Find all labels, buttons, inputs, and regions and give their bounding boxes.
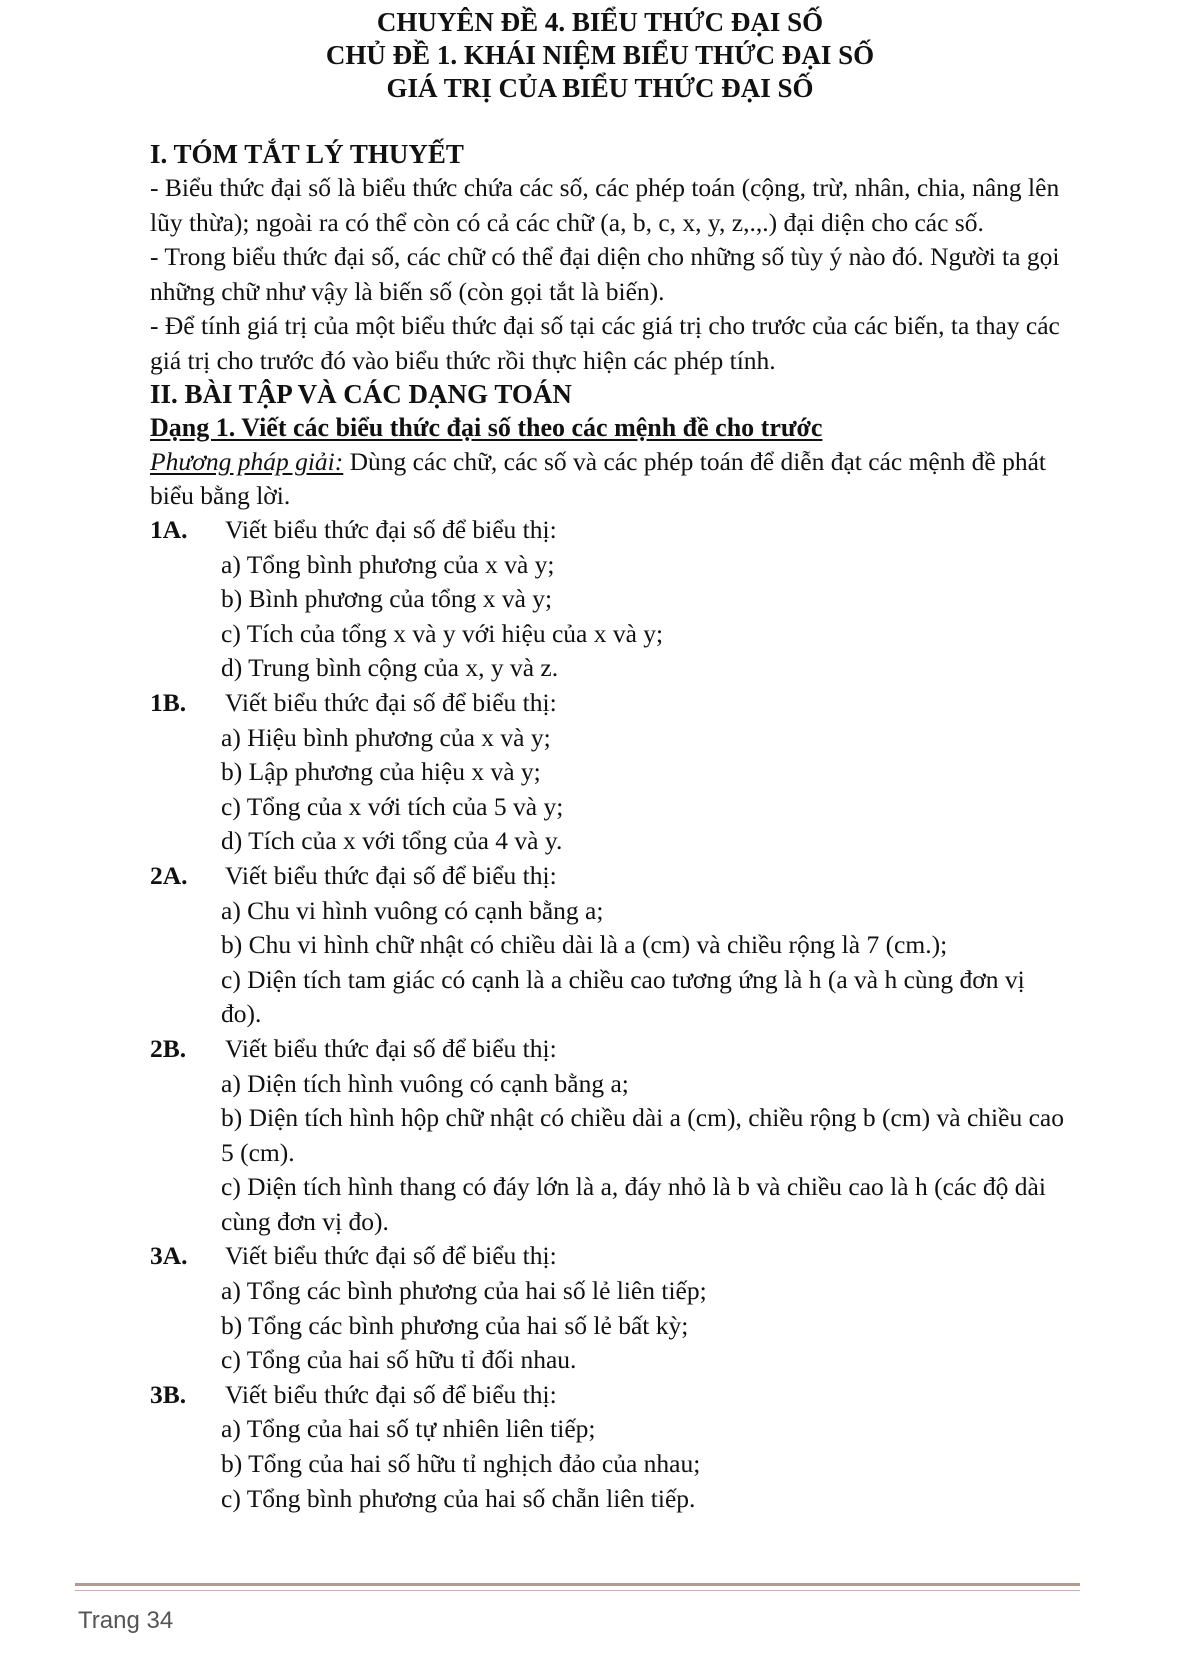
problem-number: 2A.	[150, 860, 188, 890]
problem-item: c) Tổng bình phương của hai số chẵn liên tiếp.	[221, 1483, 696, 1513]
dang-1-heading: Dạng 1. Viết các biểu thức đại số theo các mệnh đề cho trước	[150, 413, 823, 442]
method-paragraph	[150, 445, 1070, 513]
problem-number: 3B.	[150, 1379, 187, 1409]
problem-item: c) Diện tích tam giác có cạnh là a chiều cao tương ứng là h (a và h cùng đơn vị đo).	[221, 964, 1025, 1029]
problem-items	[150, 1067, 1070, 1240]
footer-divider	[75, 1583, 1080, 1586]
problem-item: b) Bình phương của tổng x và y;	[221, 584, 553, 614]
problem-prompt: Viết biểu thức đại số để biểu thị:	[225, 515, 557, 544]
problem-item: a) Tổng của hai số tự nhiên liên tiếp;	[221, 1414, 596, 1444]
problem-prompt: Viết biểu thức đại số để biểu thị:	[225, 687, 557, 717]
problem-item: a) Hiệu bình phương của x và y;	[221, 722, 551, 752]
section-exercises-heading: II. BÀI TẬP VÀ CÁC DẠNG TOÁN	[150, 379, 572, 409]
problem-block	[150, 686, 1070, 859]
problem-item: a) Tổng các bình phương của hai số lẻ liên tiếp;	[221, 1276, 707, 1306]
problem-number: 2B.	[150, 1033, 187, 1063]
problem-number: 3A.	[150, 1241, 188, 1271]
content-body	[150, 138, 1070, 1516]
problem-block	[150, 1378, 1070, 1516]
problem-heading	[150, 1032, 1070, 1067]
problem-item: c) Diện tích hình thang có đáy lớn là a, đáy nhỏ là b và chiều cao là h (các độ dài cùng đơn vị đo).	[221, 1172, 1046, 1236]
problem-items	[150, 1274, 1070, 1378]
problem-item: b) Lập phương của hiệu x và y;	[221, 757, 541, 787]
problem-item: c) Tổng của hai số hữu tỉ đối nhau.	[221, 1345, 577, 1375]
page-number: Trang 34	[78, 1607, 174, 1634]
problem-number: 1A.	[150, 515, 188, 544]
theory-paragraph-3: - Để tính giá trị của một biểu thức đại số tại các giá trị cho trước của các biến, ta thay các giá trị cho trước đó vào biểu thức rồi thực hiện các phép tính.	[150, 311, 1060, 375]
subtopic-title: CHỦ ĐỀ 1. KHÁI NIỆM BIỂU THỨC ĐẠI SỐ	[325, 40, 875, 70]
problem-list	[150, 513, 1070, 1516]
problem-heading	[150, 1378, 1070, 1413]
theory-paragraph-1: - Biểu thức đại số là biểu thức chứa các số, các phép toán (cộng, trừ, nhân, chia, nâng lên lũy thừa); ngoài ra có thể còn có cả các chữ (a, b, c, x, y, z,.,.) đại diện cho các số.	[150, 173, 1060, 237]
problem-items	[150, 548, 1070, 686]
problem-item: c) Tích của tổng x và y với hiệu của x và y;	[221, 618, 664, 648]
subtopic-subtitle: GIÁ TRỊ CỦA BIỂU THỨC ĐẠI SỐ	[386, 73, 814, 103]
header-block	[0, 0, 1200, 105]
problem-item: c) Tổng của x với tích của 5 và y;	[221, 791, 564, 821]
problem-number: 1B.	[150, 687, 187, 717]
problem-item: b) Tổng các bình phương của hai số lẻ bất kỳ;	[221, 1310, 689, 1340]
problem-item: a) Chu vi hình vuông có cạnh bằng a;	[221, 895, 604, 925]
section-theory-heading: I. TÓM TẮT LÝ THUYẾT	[150, 139, 464, 169]
problem-heading	[150, 859, 1070, 894]
problem-block	[150, 859, 1070, 1032]
problem-item: b) Tổng của hai số hữu tỉ nghịch đảo của nhau;	[221, 1449, 701, 1479]
problem-item: d) Trung bình cộng của x, y và z.	[221, 653, 559, 683]
problem-item: d) Tích của x với tổng của 4 và y.	[221, 826, 563, 856]
method-text: Dùng các chữ, các số và các phép toán để diễn đạt các mệnh đề phát biểu bằng lời.	[150, 447, 1046, 510]
problem-prompt: Viết biểu thức đại số để biểu thị:	[225, 860, 557, 890]
problem-prompt: Viết biểu thức đại số để biểu thị:	[225, 1241, 557, 1271]
problem-heading	[150, 513, 1070, 548]
problem-block	[150, 1032, 1070, 1240]
problem-heading	[150, 686, 1070, 721]
theory-paragraph-2: - Trong biểu thức đại số, các chữ có thể đại diện cho những số tùy ý nào đó. Người ta gọi những chữ như vậy là biến số (còn gọi tắt là biến).	[150, 242, 1060, 306]
problem-prompt: Viết biểu thức đại số để biểu thị:	[225, 1033, 557, 1063]
problem-item: a) Diện tích hình vuông có cạnh bằng a;	[221, 1068, 629, 1098]
topic-title: CHUYÊN ĐỀ 4. BIỂU THỨC ĐẠI SỐ	[376, 7, 824, 37]
problem-block	[150, 1239, 1070, 1377]
problem-items	[150, 894, 1070, 1032]
problem-item: b) Chu vi hình chữ nhật có chiều dài là a (cm) và chiều rộng là 7 (cm.);	[221, 930, 948, 960]
method-label: Phương pháp giải:	[150, 447, 344, 476]
problem-block	[150, 513, 1070, 686]
problem-heading	[150, 1239, 1070, 1274]
problem-items	[150, 1412, 1070, 1516]
problem-item: a) Tổng bình phương của x và y;	[221, 549, 555, 579]
footer-divider-thin	[75, 1590, 1080, 1591]
problem-prompt: Viết biểu thức đại số để biểu thị:	[225, 1379, 557, 1409]
problem-items	[150, 721, 1070, 859]
problem-item: b) Diện tích hình hộp chữ nhật có chiều dài a (cm), chiều rộng b (cm) và chiều cao 5 (cm).	[221, 1103, 1064, 1167]
